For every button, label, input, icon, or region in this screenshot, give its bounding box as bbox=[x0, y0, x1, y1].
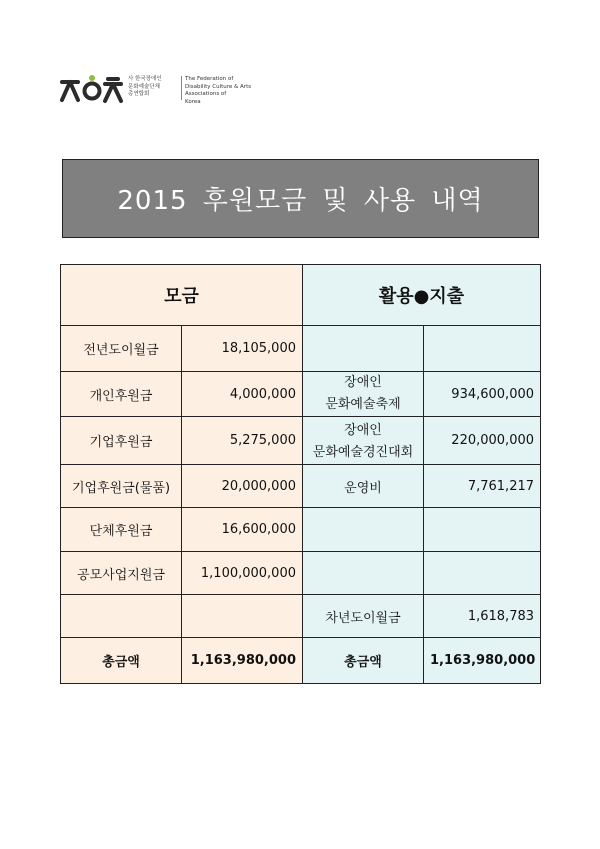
page-title-box bbox=[62, 159, 539, 238]
income-amount: 5,275,000 bbox=[182, 417, 303, 465]
table-row bbox=[61, 372, 541, 417]
total-row bbox=[61, 638, 541, 684]
expense-amount bbox=[424, 552, 541, 595]
table-header-row bbox=[61, 265, 541, 326]
expense-amount bbox=[424, 508, 541, 552]
income-label: 공모사업지원금 bbox=[61, 552, 182, 595]
logo-mark-icon bbox=[60, 73, 124, 105]
logo-korean-text: 사 한국장애인 문화예술단체 총연합회 bbox=[128, 76, 162, 97]
income-total-label: 총금액 bbox=[61, 638, 182, 684]
income-amount: 16,600,000 bbox=[182, 508, 303, 552]
donation-ledger-table bbox=[60, 264, 541, 684]
table-row bbox=[61, 417, 541, 465]
table-row bbox=[61, 326, 541, 372]
table-row bbox=[61, 465, 541, 508]
income-amount: 4,000,000 bbox=[182, 372, 303, 417]
table-row bbox=[61, 552, 541, 595]
page-title: 2015 후원모금 및 사용 내역 bbox=[117, 186, 484, 216]
income-label: 단체후원금 bbox=[61, 508, 182, 552]
expense-amount: 1,618,783 bbox=[424, 595, 541, 638]
expenditure-header: 활용●지출 bbox=[303, 265, 541, 326]
expense-label: 차년도이월금 bbox=[303, 595, 424, 638]
income-label: 개인후원금 bbox=[61, 372, 182, 417]
logo-divider bbox=[181, 76, 182, 100]
expense-amount: 7,761,217 bbox=[424, 465, 541, 508]
income-total-amount: 1,163,980,000 bbox=[182, 638, 303, 684]
expense-label: 장애인 문화예술축제 bbox=[303, 372, 424, 417]
income-amount bbox=[182, 595, 303, 638]
table-row bbox=[61, 508, 541, 552]
expense-label: 장애인 문화예술경진대회 bbox=[303, 417, 424, 465]
income-amount: 18,105,000 bbox=[182, 326, 303, 372]
expense-label bbox=[303, 552, 424, 595]
table-row bbox=[61, 595, 541, 638]
expense-amount: 220,000,000 bbox=[424, 417, 541, 465]
expense-amount bbox=[424, 326, 541, 372]
income-amount: 20,000,000 bbox=[182, 465, 303, 508]
expense-amount: 934,600,000 bbox=[424, 372, 541, 417]
income-label: 전년도이월금 bbox=[61, 326, 182, 372]
income-label: 기업후원금 bbox=[61, 417, 182, 465]
expense-label bbox=[303, 326, 424, 372]
fundraising-header: 모금 bbox=[61, 265, 303, 326]
income-label bbox=[61, 595, 182, 638]
expense-total-amount: 1,163,980,000 bbox=[424, 638, 541, 684]
expense-total-label: 총금액 bbox=[303, 638, 424, 684]
expense-label bbox=[303, 508, 424, 552]
income-label: 기업후원금(물품) bbox=[61, 465, 182, 508]
logo-english-text: The Federation of Disability Culture & Arts Associations of Korea bbox=[185, 76, 252, 105]
income-amount: 1,100,000,000 bbox=[182, 552, 303, 595]
expense-label: 운영비 bbox=[303, 465, 424, 508]
